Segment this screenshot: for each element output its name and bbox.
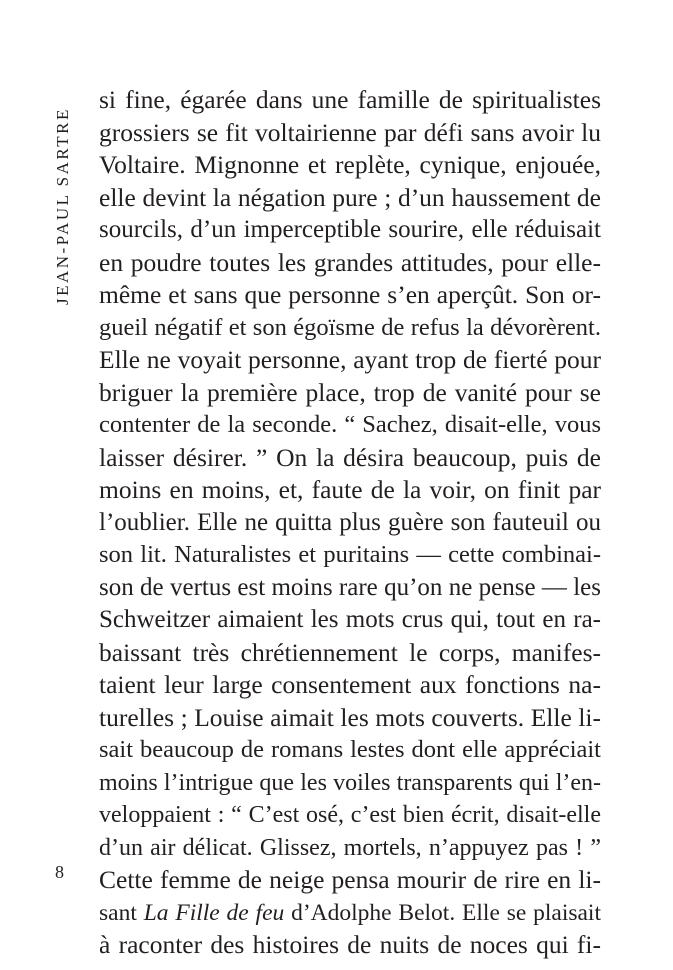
text-line-segment: moins en moins, et, faute de la voir, on finit par — [99, 475, 601, 504]
text-line — [99, 864, 601, 897]
text-line-segment: son de vertus est moins rare qu’on ne pense — les — [99, 573, 601, 601]
text-line — [99, 897, 601, 930]
text-line — [99, 442, 601, 475]
running-head — [52, 85, 74, 305]
text-line-segment: gueil négatif et son égoïsme de refus la dévorèrent. — [99, 313, 601, 341]
text-line — [99, 734, 601, 767]
text-line — [99, 539, 601, 572]
book-title-italic: La Fille de feu — [143, 899, 285, 926]
text-line-segment: sant — [99, 899, 144, 926]
running-head-author: JEAN-PAUL SARTRE — [53, 107, 72, 305]
text-line-segment: laisser désirer. ” On la désira beaucoup, puis de — [99, 442, 601, 472]
text-line — [99, 117, 601, 150]
text-line-segment: d’un air délicat. Glissez, mortels, n’appuyez pas ! ” — [99, 834, 601, 861]
text-line — [99, 214, 601, 247]
body-text — [99, 84, 601, 962]
text-line — [99, 702, 601, 735]
text-line-segment: turelles ; Louise aimait les mots couverts. Elle li- — [99, 702, 601, 732]
text-line — [99, 929, 601, 962]
text-line-segment: en poudre toutes les grandes attitudes, pour elle- — [99, 247, 601, 277]
text-line-segment: elle devint la négation pure ; d’un haussement de — [99, 182, 601, 212]
text-line-segment: même et sans que personne s’en aperçût. Son or- — [99, 280, 601, 309]
text-line — [99, 182, 601, 215]
text-line-segment: contenter de la seconde. “ Sachez, disait-elle, vous — [99, 411, 601, 438]
text-line — [99, 669, 601, 702]
text-line — [99, 84, 601, 117]
page-number: 8 — [55, 862, 64, 882]
text-line — [99, 637, 601, 670]
text-line-segment: l’oublier. Elle ne quitta plus guère son fauteuil ou — [99, 508, 601, 536]
text-line — [99, 247, 601, 280]
text-line-segment: sourcils, d’un imperceptible sourire, elle réduisait — [99, 216, 601, 243]
text-line — [99, 572, 601, 605]
text-line-segment: à raconter des histoires de nuits de noces qui fi- — [99, 930, 601, 959]
text-line-segment: Elle ne voyait personne, ayant trop de fierté pour — [99, 345, 601, 374]
text-line — [99, 149, 601, 182]
text-line-segment: grossiers se fit voltairienne par défi sans avoir lu — [99, 117, 601, 147]
text-line-segment: Cette femme de neige pensa mourir de rire en li- — [99, 865, 601, 894]
text-line-segment: baissant très chrétiennement le corps, manifes- — [99, 637, 601, 667]
text-line — [99, 799, 601, 832]
text-line-segment: moins l’intrigue que les voiles transparents qui l’en- — [99, 769, 601, 796]
text-line-segment: son lit. Naturalistes et puritains — cette combinai- — [99, 541, 601, 568]
text-line-segment: Schweitzer aimaient les mots crus qui, tout en ra- — [99, 606, 601, 633]
text-line-segment: sait beaucoup de romans lestes dont elle appréciait — [99, 736, 601, 763]
text-line — [99, 344, 601, 377]
text-line-segment: si fine, égarée dans une famille de spiritualistes — [99, 85, 601, 114]
text-line-segment: Voltaire. Mignonne et replète, cynique, enjouée, — [99, 150, 601, 179]
text-line — [99, 767, 601, 800]
text-line-segment: veloppaient : “ C’est osé, c’est bien écrit, disait-elle — [99, 802, 601, 828]
text-line-segment: briguer la première place, trop de vanité pour se — [99, 377, 601, 407]
text-line — [99, 474, 601, 507]
text-line — [99, 312, 601, 345]
text-line — [99, 377, 601, 410]
text-line-segment: taient leur large consentement aux fonctions na- — [99, 670, 601, 699]
text-line — [99, 279, 601, 312]
text-line — [99, 409, 601, 442]
text-line — [99, 832, 601, 865]
text-line-segment: d’Adolphe Belot. Elle se plaisait — [284, 899, 601, 926]
text-line — [99, 507, 601, 540]
text-line — [99, 604, 601, 637]
